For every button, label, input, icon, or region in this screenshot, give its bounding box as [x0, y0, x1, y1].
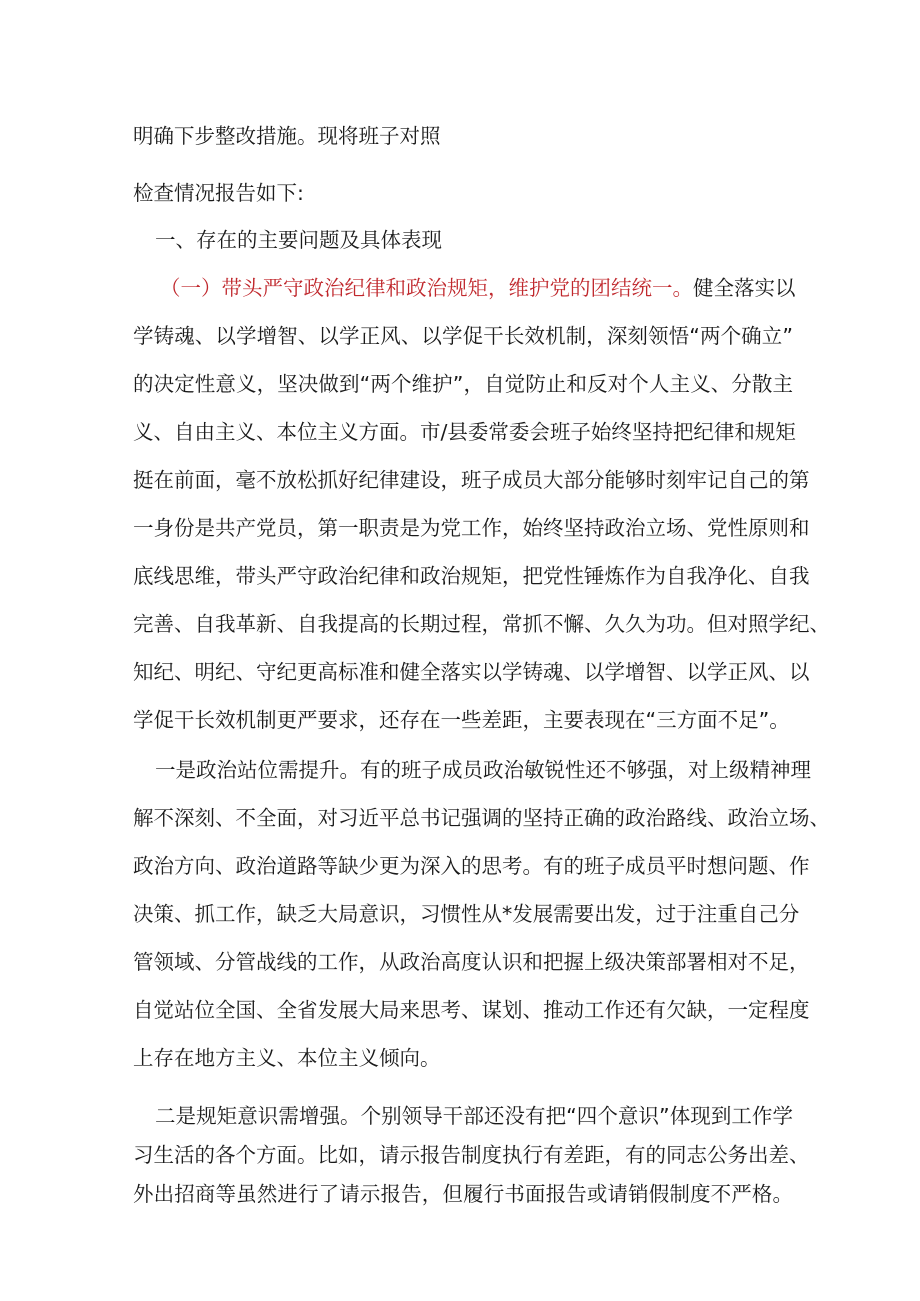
text-line: 学铸魂、以学增智、以学正风、以学促干长效机制，深刻领悟“两个确立” [133, 324, 793, 348]
text-fragment: 健全落实以 [693, 276, 796, 300]
text-line: 上存在地方主义、本位主义倾向。 [133, 1046, 441, 1070]
paragraph-first-line: 一是政治站位需提升。有的班子成员政治敏锐性还不够强，对上级精神理 [155, 758, 811, 782]
text-line: 挺在前面，毫不放松抓好纪律建设，班子成员大部分能够时刻牢记自己的第 [133, 468, 810, 492]
text-line: 决策、抓工作，缺乏大局意识，习惯性从*发展需要出发，过于注重自己分 [133, 902, 800, 926]
text-line: 习生活的各个方面。比如，请示报告制度执行有差距，有的同志公务出差、 [133, 1143, 810, 1167]
text-line: 一身份是共产党员，第一职责是为党工作，始终坚持政治立场、党性原则和 [133, 516, 810, 540]
text-line: 自觉站位全国、全省发展大局来思考、谋划、推动工作还有欠缺，一定程度 [133, 998, 810, 1022]
text-line: 底线思维，带头严守政治纪律和政治规矩，把党性锤炼作为自我净化、自我 [133, 564, 810, 588]
text-line: 知纪、明纪、守纪更高标准和健全落实以学铸魂、以学增智、以学正风、以 [133, 660, 810, 684]
paragraph-first-line [160, 274, 796, 302]
text-line: 管领域、分管战线的工作，从政治高度认识和把握上级决策部署相对不足， [133, 950, 810, 974]
section-heading: 一、存在的主要问题及具体表现 [155, 228, 442, 252]
text-line: 的决定性意义，坚决做到“两个维护”，自觉防止和反对个人主义、分散主 [133, 372, 793, 396]
text-line: 政治方向、政治道路等缺少更为深入的思考。有的班子成员平时想问题、作 [133, 854, 810, 878]
text-line: 检查情况报告如下: [133, 181, 304, 205]
text-line: 外出招商等虽然进行了请示报告，但履行书面报告或请销假制度不严格。 [133, 1182, 793, 1206]
text-line: 完善、自我革新、自我提高的长期过程，常抓不懈、久久为功。但对照学纪、 [133, 612, 830, 636]
text-line: 解不深刻、不全面，对习近平总书记强调的坚持正确的政治路线、政治立场、 [133, 806, 830, 830]
text-line: 明确下步整改措施。现将班子对照 [133, 124, 441, 148]
red-subheading: （一）带头严守政治纪律和政治规矩，维护党的团结统一。 [160, 276, 693, 300]
paragraph-first-line: 二是规矩意识需增强。个别领导干部还没有把“四个意识”体现到工作学 [155, 1104, 793, 1128]
text-line: 义、自由主义、本位主义方面。市/县委常委会班子始终坚持把纪律和规矩 [133, 420, 796, 444]
text-line: 学促干长效机制更严要求，还存在一些差距，主要表现在“三方面不足”。 [133, 708, 790, 732]
